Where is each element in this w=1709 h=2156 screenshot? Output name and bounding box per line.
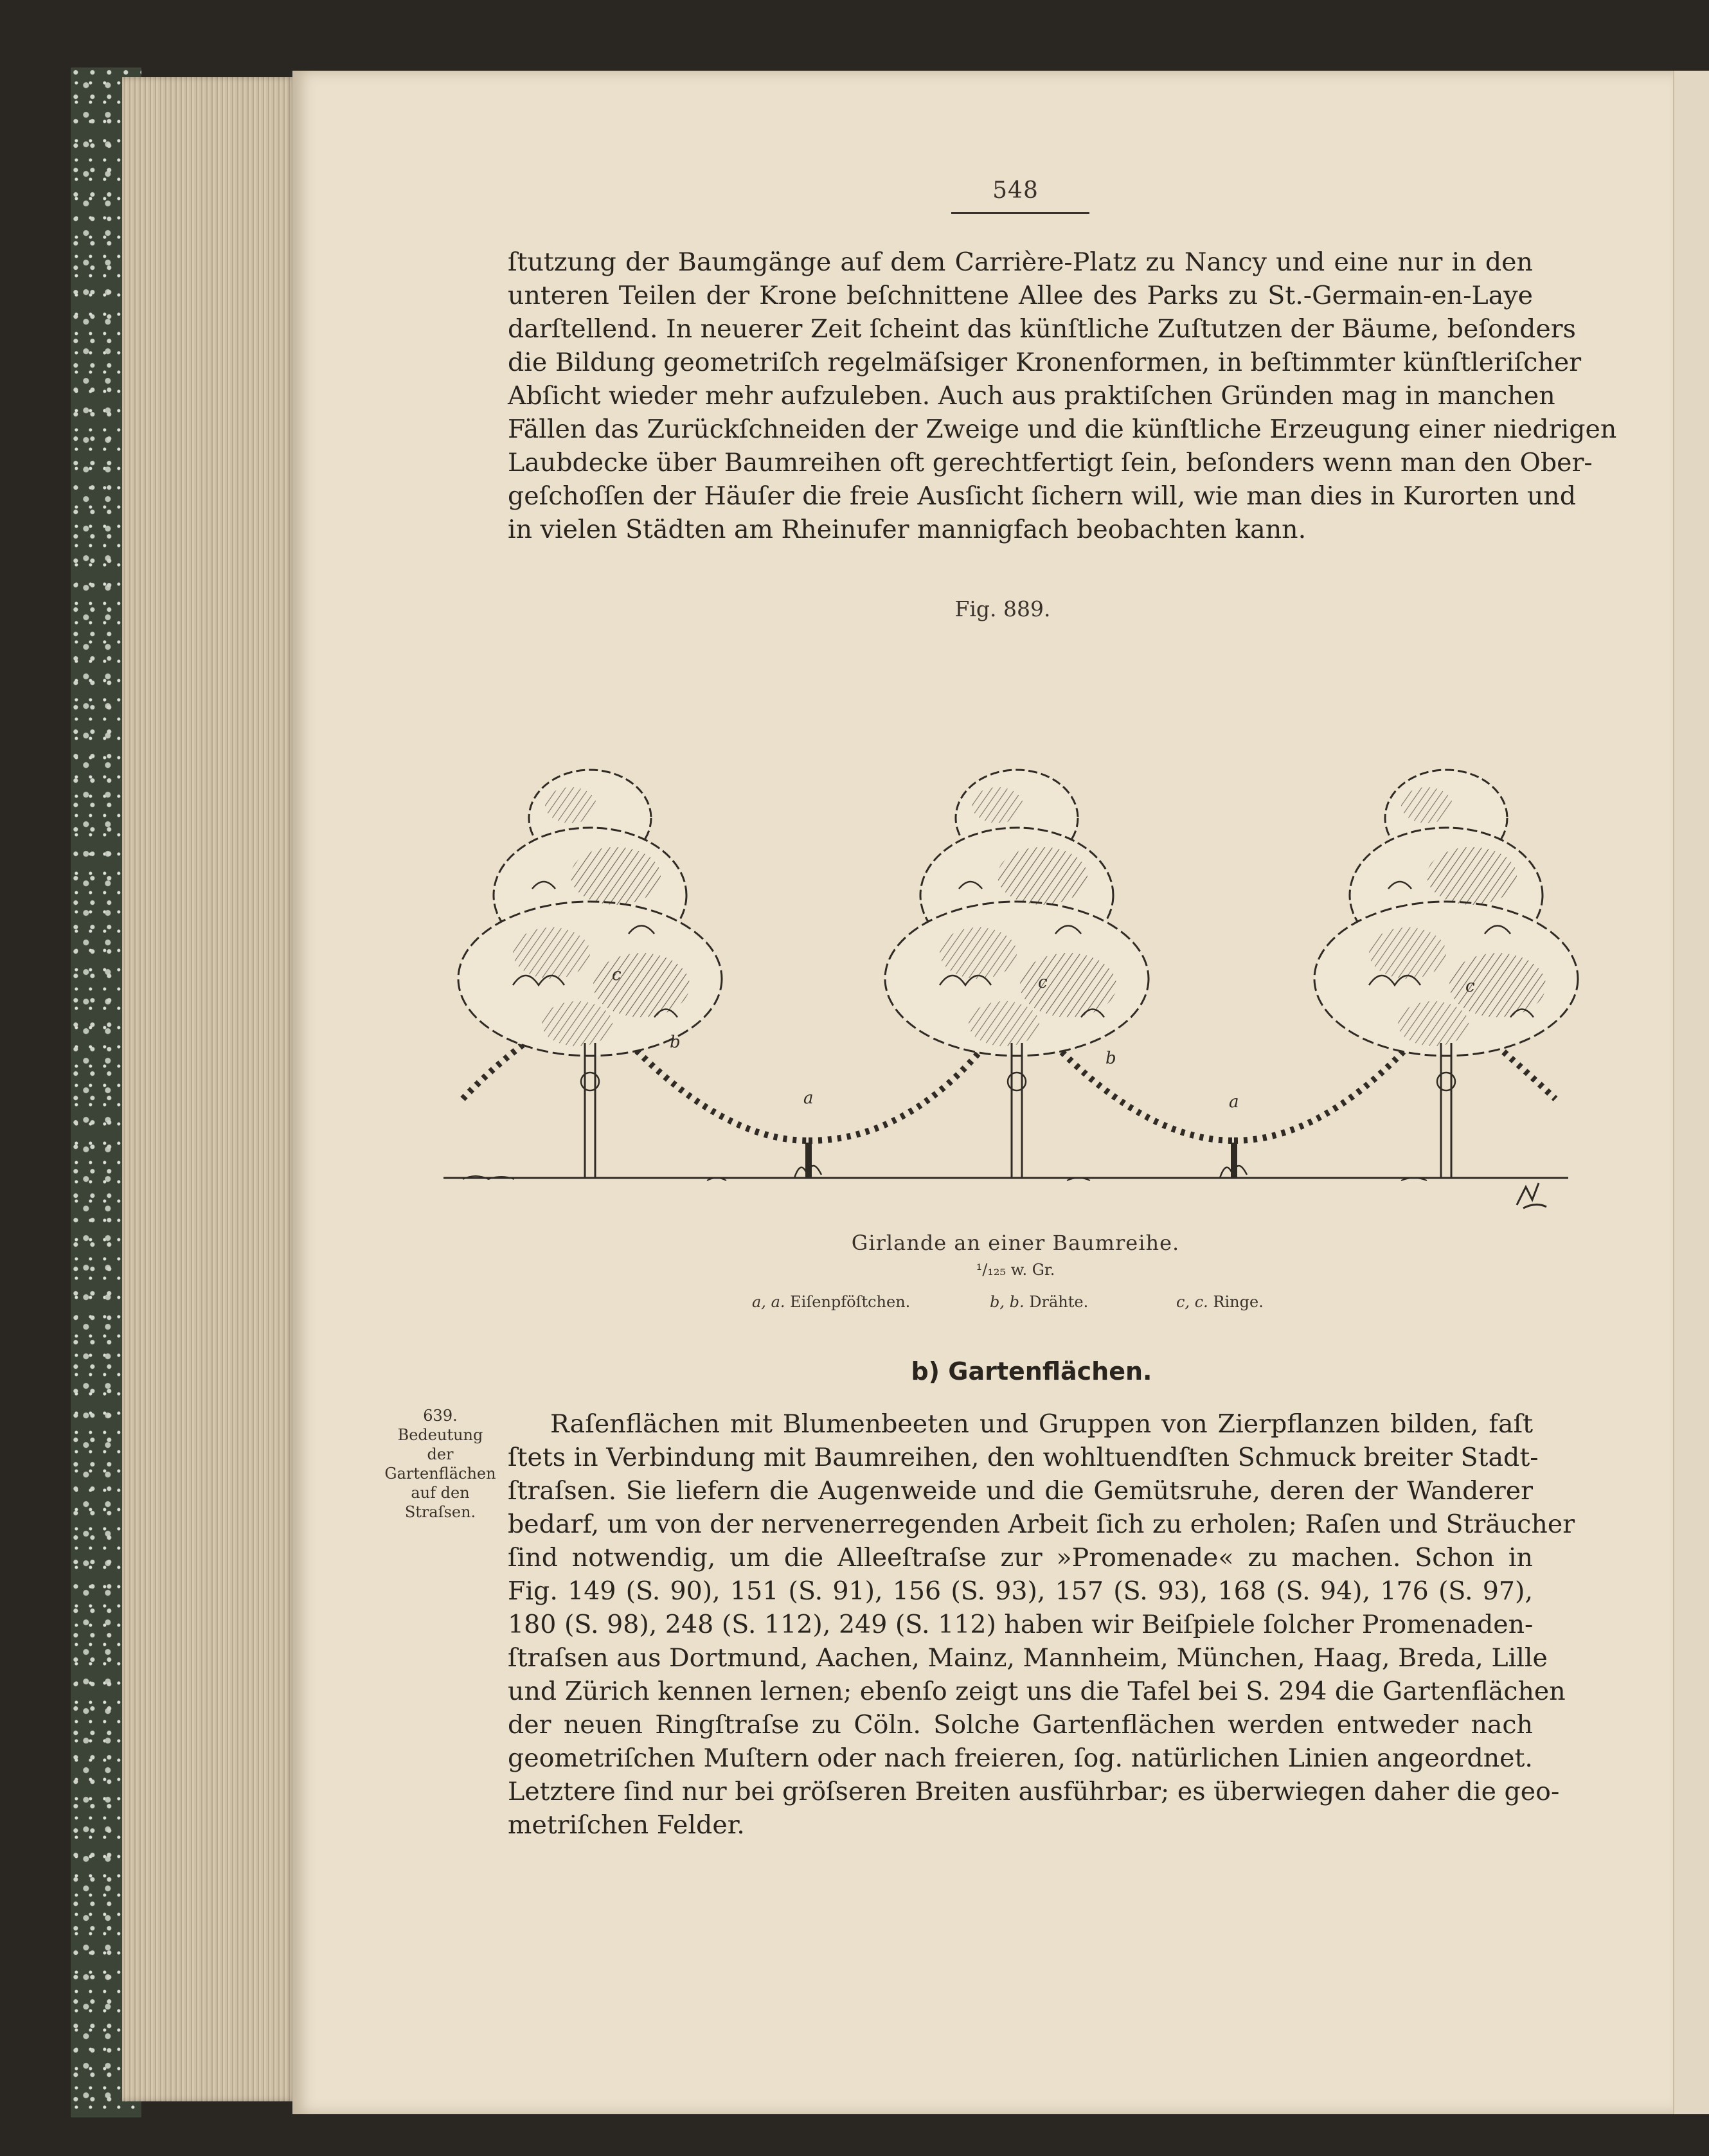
text-line: ſtraſsen. Sie liefern die Augenweide und die Gemütsruhe, deren der Wanderer <box>508 1476 1533 1506</box>
label-a: a <box>803 1089 814 1108</box>
text-line: Fig. 149 (S. 90), 151 (S. 91), 156 (S. 93), 157 (S. 93), 168 (S. 94), 176 (S. 97), <box>508 1576 1533 1606</box>
text-line: der neuen Ringſtraſse zu Cöln. Solche Gartenflächen werden entweder nach <box>508 1710 1533 1740</box>
legend-item-b <box>990 1293 1088 1311</box>
page-number-rule <box>951 212 1089 214</box>
page-edges <box>122 77 296 2101</box>
figure-scale: ¹/₁₂₅ w. Gr. <box>976 1261 1055 1279</box>
paragraph-bottom <box>508 1407 1575 1842</box>
label-b: b <box>1105 1049 1116 1068</box>
margin-note-line: Bedeutung <box>397 1426 483 1444</box>
label-c: c <box>612 965 622 984</box>
legend-key: c, c. <box>1176 1293 1208 1311</box>
margin-note-line: auf den <box>411 1484 470 1502</box>
text-line: bedarf, um von der nervenerregenden Arbeit ſich zu erholen; Raſen und Sträucher <box>508 1510 1575 1539</box>
legend-key: a, a. <box>752 1293 785 1311</box>
margin-note-line: Gartenflächen <box>384 1465 496 1483</box>
artist-monogram <box>1517 1183 1546 1208</box>
text-line: und Zürich kennen lernen; ebenſo zeigt uns die Tafel bei S. 294 die Gartenflächen <box>508 1677 1566 1706</box>
margin-note-line: der <box>427 1445 454 1463</box>
label-a: a <box>1229 1092 1239 1112</box>
text-line: geſchoſſen der Häuſer die freie Ausſicht ſichern will, wie man dies in Kurorten und <box>508 481 1577 511</box>
label-b: b <box>670 1033 681 1052</box>
garland-illustration <box>437 627 1581 1221</box>
label-c: c <box>1038 973 1048 992</box>
legend-item-c <box>1176 1293 1264 1311</box>
tree-left <box>458 770 722 1178</box>
text-line: in vielen Städten am Rheinufer mannigfach beobachten kann. <box>508 515 1307 544</box>
margin-note-number: 639. <box>423 1407 458 1425</box>
text-line: Raſenflächen mit Blumenbeeten und Gruppen von Zierpflanzen bilden, faſt <box>550 1409 1533 1439</box>
text-line: darſtellend. In neuerer Zeit ſcheint das künſtliche Zuſtutzen der Bäume, beſonders <box>508 314 1576 344</box>
text-line: metriſchen Felder. <box>508 1810 745 1840</box>
text-line: ſtets in Verbindung mit Baumreihen, den wohltuendſten Schmuck breiter Stadt- <box>508 1443 1539 1472</box>
figure-caption: Girlande an einer Baumreihe. <box>851 1231 1180 1255</box>
text-line: Letztere ſind nur bei gröſseren Breiten ausführbar; es überwiegen daher die geo- <box>508 1777 1560 1806</box>
text-line: 180 (S. 98), 248 (S. 112), 249 (S. 112) haben wir Beiſpiele ſolcher Promenaden- <box>508 1610 1534 1639</box>
legend-text: Ringe. <box>1213 1293 1264 1311</box>
legend-text: Drähte. <box>1029 1293 1089 1311</box>
legend-key: b, b. <box>990 1293 1025 1311</box>
paragraph-top <box>508 245 1617 546</box>
figure-title: Fig. 889. <box>954 596 1051 621</box>
text-line: ſind notwendig, um die Alleeſtraſse zur »Promenade« zu machen. Schon in <box>508 1543 1533 1572</box>
iron-post <box>794 1143 821 1178</box>
facing-page-edge <box>1673 71 1709 2114</box>
label-c: c <box>1465 977 1475 996</box>
section-heading: b) Gartenflächen. <box>911 1357 1152 1385</box>
page-number: 548 <box>992 177 1039 204</box>
text-line: unteren Teilen der Krone beſchnittene Allee des Parks zu St.-Germain-en-Laye <box>508 281 1533 310</box>
text-line: Fällen das Zurückſchneiden der Zweige und die künſtliche Erzeugung einer niedrigen <box>508 414 1617 444</box>
tree-right <box>1314 770 1578 1178</box>
text-line: geometriſchen Muſtern oder nach freieren, ſog. natürlichen Linien angeordnet. <box>508 1743 1533 1773</box>
text-line: ſtutzung der Baumgänge auf dem Carrière-Platz zu Nancy und eine nur in den <box>508 247 1533 277</box>
margin-note-line: Straſsen. <box>404 1503 476 1521</box>
iron-post <box>1220 1143 1247 1178</box>
text-line: Abſicht wieder mehr aufzuleben. Auch aus praktiſchen Gründen mag in manchen <box>508 381 1555 411</box>
legend-text: Eiſenpföſtchen. <box>790 1293 911 1311</box>
legend-item-a <box>752 1293 910 1311</box>
text-line: Laubdecke über Baumreihen oft gerechtfertigt ſein, beſonders wenn man den Ober- <box>508 448 1593 477</box>
text-line: ſtraſsen aus Dortmund, Aachen, Mainz, Mannheim, München, Haag, Breda, Lille <box>508 1643 1548 1673</box>
tree-middle <box>885 770 1149 1178</box>
margin-note <box>379 1406 501 1522</box>
text-line: die Bildung geometriſch regelmäſsiger Kronenformen, in beſtimmter künſtleriſcher <box>508 348 1582 377</box>
